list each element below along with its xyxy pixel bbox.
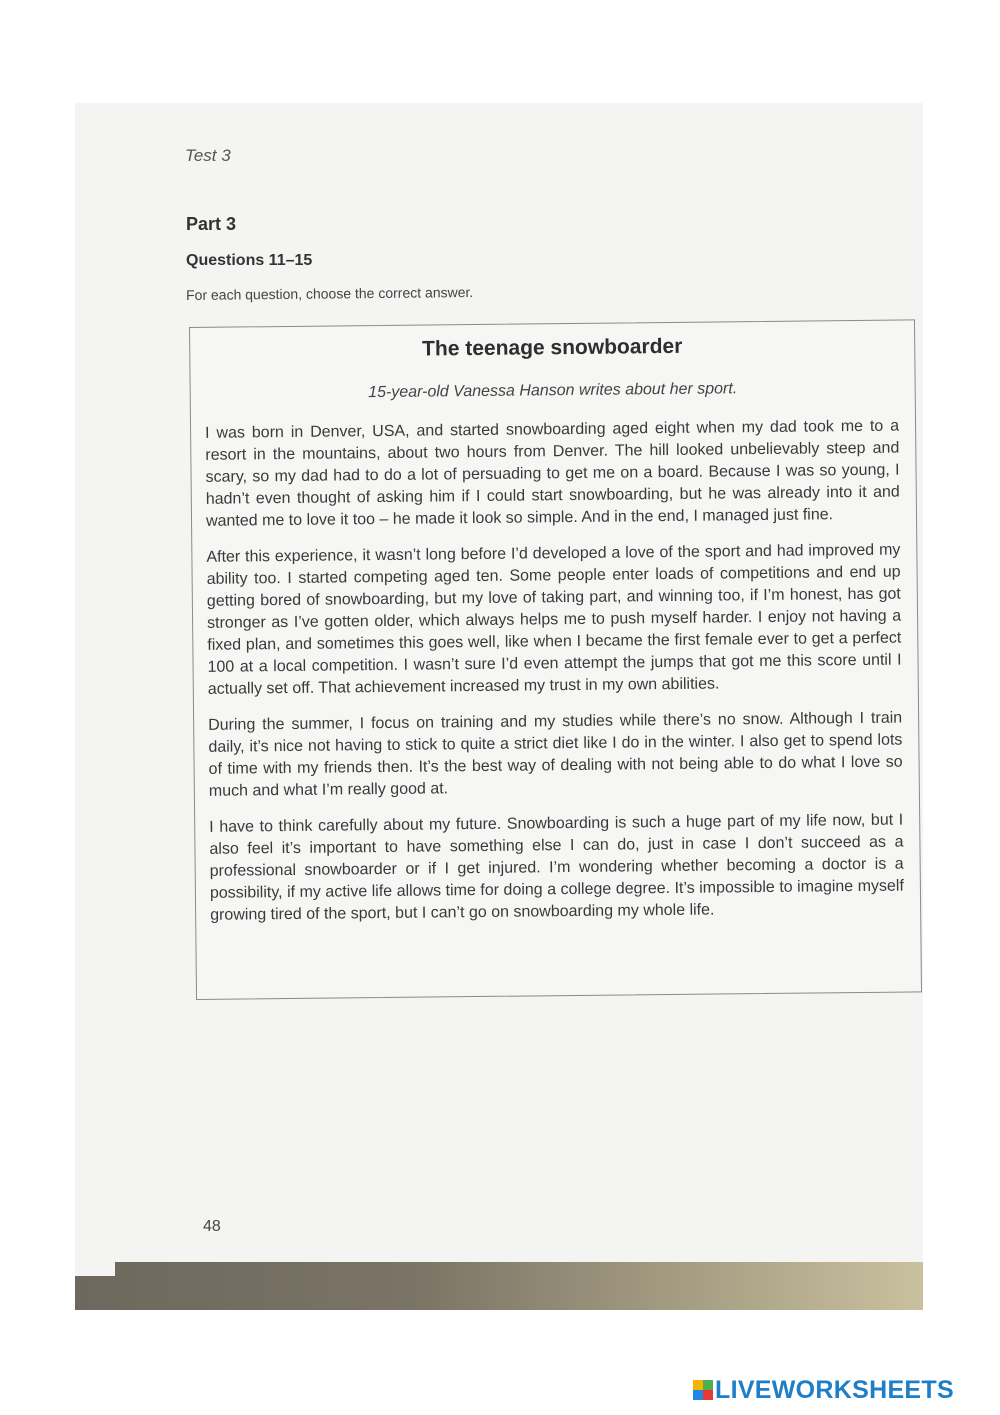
article-body: [205, 416, 904, 941]
questions-heading: Questions 11–15: [186, 252, 313, 269]
logo-tile: [693, 1390, 703, 1400]
article-title: The teenage snowboarder: [421, 334, 683, 361]
logo-tile: [703, 1380, 713, 1390]
article-paragraph: I was born in Denver, USA, and started snowboarding aged eight when my dad took me to a resort in the mountains, about two hours from Denver. The hill looked unbelievably steep and scary, so my dad had to do a lot of persuading to get me on a board. Because I was so young, I hadn’t even thought of asking him if I could start snowboarding, but he was already into it and wanted me to love it too – he made it look so simple. And in the end, I managed just fine.: [205, 417, 900, 530]
brand-name: LIVEWORKSHEETS: [715, 1375, 954, 1404]
page-bottom-shadow-band: [75, 1262, 923, 1310]
article-paragraph: After this experience, it wasn’t long before I’d developed a love of the sport and had improved my ability too. I started competing aged ten. Some people enter loads of competitions and end up getting bored of snowboarding, but my love of taking part, and winning too, if I’m honest, has got stronger as I’ve gotten older, which always helps me to push myself harder. I enjoy not having a fixed plan, and sometimes this goes well, like when I became the first female ever to get a perfect 100 at a local competition. I wasn’t sure I’d even attempt the jumps that got me this score until I actually set off. That achievement increased my trust in my own abilities.: [206, 541, 902, 698]
liveworksheets-logo-icon: [693, 1380, 713, 1400]
running-head: Test 3: [185, 146, 231, 165]
logo-tile: [693, 1380, 703, 1390]
page-corner-notch: [75, 1262, 115, 1276]
liveworksheets-brand[interactable]: [693, 1377, 954, 1403]
article-paragraph: During the summer, I focus on training and my studies while there’s no snow. Although I train daily, it’s nice not having to stick to quite a strict diet like I do in the winter. I also get to spend lots of time with my friends then. It’s the best way of dealing with not being able to do what I love so much and what I’m really good at.: [208, 709, 903, 800]
logo-tile: [703, 1390, 713, 1400]
page-number: 48: [203, 1218, 221, 1235]
instruction-text: For each question, choose the correct answer.: [186, 283, 474, 303]
article-box: [189, 319, 922, 1000]
part-title: Part 3: [186, 214, 237, 234]
article-paragraph: I have to think carefully about my future. Snowboarding is such a huge part of my life now, but I also feel it’s important to have something else I can do, just in case I don’t succeed as a professional snowboarder or if I get injured. I’m wondering whether becoming a doctor is a possibility, if my active life allows time for doing a college degree. It’s impossible to imagine myself growing tired of the sport, but I can’t go on snowboarding my whole life.: [209, 811, 904, 924]
article-subtitle: 15-year-old Vanessa Hanson writes about her sport.: [368, 380, 738, 402]
